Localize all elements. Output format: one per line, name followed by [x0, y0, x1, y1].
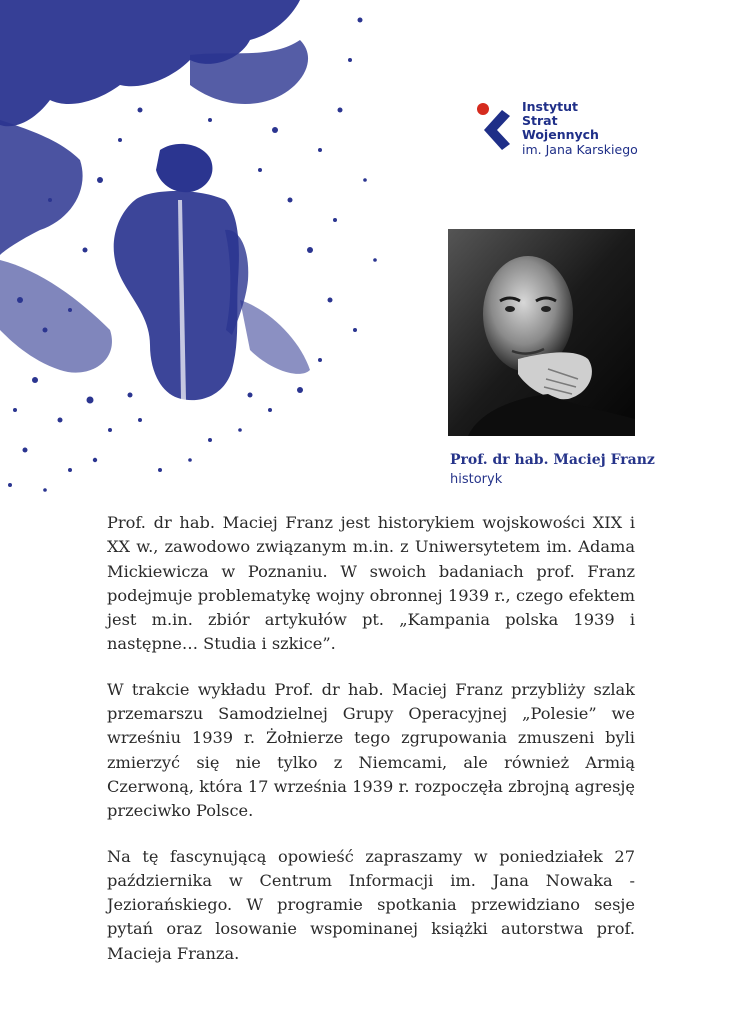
speaker-name: Prof. dr hab. Maciej Franz: [450, 452, 655, 468]
logo-arrow-icon: [470, 100, 518, 160]
ink-splatter-soldier-artwork: [0, 0, 400, 500]
event-description: [107, 511, 635, 987]
institute-logo: [470, 100, 660, 164]
logo-line-2: Strat: [522, 113, 558, 128]
paragraph-1: Prof. dr hab. Maciej Franz jest historykiem wojskowości XIX i XX w., zawodowo związanym m.in. z Uniwersytetem im. Adama Mickiewicza w Poznaniu. W swoich badaniach prof. Franz podejmuje problematykę wojny obronnej 1939 r., czego efektem jest m.in. zbiór artykułów pt. „Kampania polska 1939 i następne… Studia i szkice”.: [107, 513, 635, 654]
speaker-role: historyk: [450, 472, 503, 487]
logo-line-3: Wojennych: [522, 127, 599, 142]
paragraph-3: Na tę fascynującą opowieść zapraszamy w poniedziałek 27 października w Centrum Informacji im. Jana Nowaka - Jeziorańskiego. W programie spotkania przewidziano sesje pytań oraz losowanie wspominanej książki autorstwa prof. Macieja Franza.: [107, 846, 635, 963]
logo-text: [522, 100, 638, 157]
speaker-portrait: [448, 229, 635, 436]
logo-line-4: im. Jana Karskiego: [522, 142, 638, 157]
paragraph-2: W trakcie wykładu Prof. dr hab. Maciej Franz przybliży szlak przemarszu Samodzielnej Grupy Operacyjnej „Polesie” we wrześniu 1939 r. Żołnierze tego zgrupowania zmuszeni byli zmierzyć się nie tylko z Niemcami, ale również Armią Czerwoną, która 17 września 1939 r. rozpoczęła zbrojną agresję przeciwko Polsce.: [107, 679, 635, 821]
logo-line-1: Instytut: [522, 99, 578, 114]
